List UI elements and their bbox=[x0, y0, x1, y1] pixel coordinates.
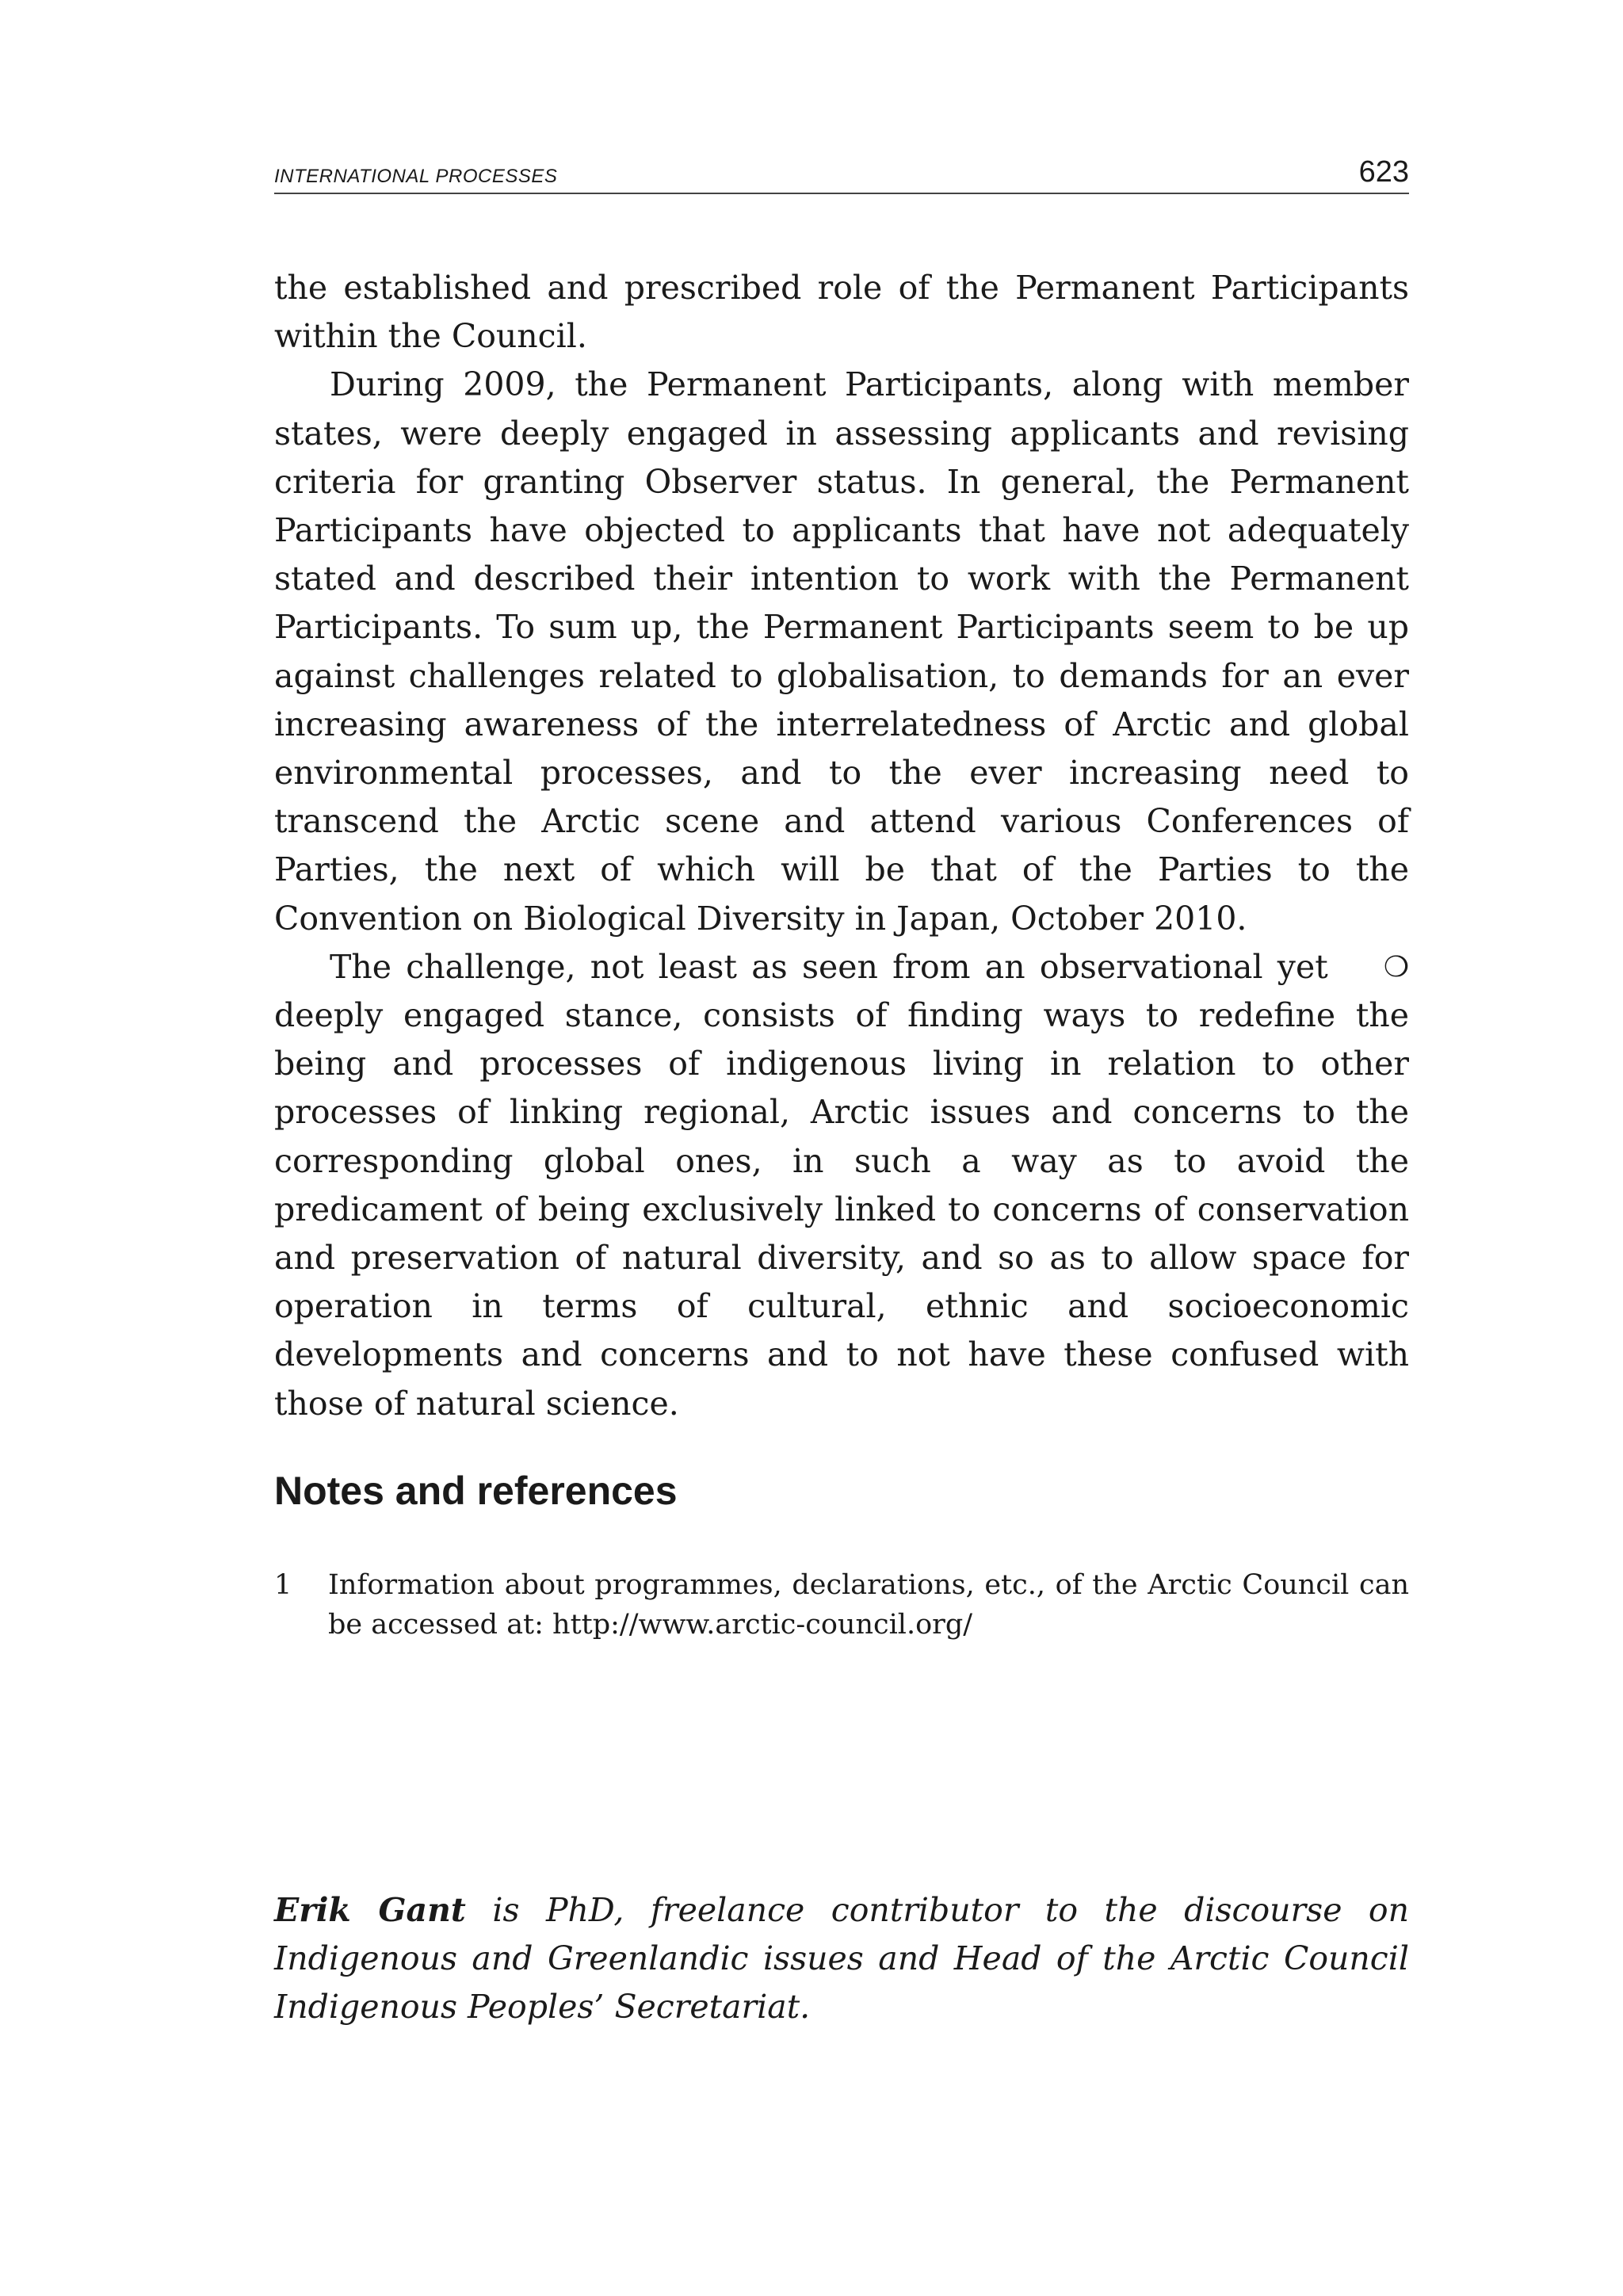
author-name: Erik Gant bbox=[274, 1891, 466, 1929]
note-text: Information about programmes, declarations, etc., of the Arctic Council can be accessed at: http://www.arctic-council.org/ bbox=[328, 1569, 1409, 1641]
page-number: 623 bbox=[1358, 155, 1409, 189]
paragraph-final bbox=[274, 943, 1409, 1428]
paragraph-final-text: The challenge, not least as seen from an observational yet deeply engaged stance, consists of finding ways to redefine the being and processes of indigenous living in relation to other processes of linking regional, Arctic issues and concerns to the corresponding global ones, in such a way as to avoid the predicament of being exclusively linked to concerns of conservation and preservation of natural diversity, and so as to allow space for operation in terms of cultural, ethnic and socioeconomic developments and concerns and to not have these confused with those of natural science. bbox=[274, 947, 1409, 1423]
paragraph: During 2009, the Permanent Participants, along with member states, were deeply engaged in assessing applicants and revising criteria for granting Observer status. In general, the Permanent Participants have objected to applicants that have not adequately stated and described their intention to work with the Permanent Participants. To sum up, the Permanent Participants seem to be up against challenges related to globalisation, to demands for an ever increasing awareness of the interrelatedness of Arctic and global environmental processes, and to the ever increasing need to transcend the Arctic scene and attend various Conferences of Parties, the next of which will be that of the Parties to the Convention on Biological Diversity in Japan, October 2010. bbox=[274, 365, 1409, 938]
author-bio bbox=[274, 1886, 1409, 2032]
author-bio-text: is PhD, freelance contributor to the discourse on Indigenous and Greenlandic issues and Head of the Arctic Council Indigenous Peoples’ Secretariat. bbox=[274, 1891, 1410, 2027]
running-title: INTERNATIONAL PROCESSES bbox=[274, 166, 558, 187]
main-text bbox=[274, 264, 1409, 1428]
note-number: 1 bbox=[274, 1569, 292, 1601]
notes-heading: Notes and references bbox=[274, 1469, 678, 1513]
note-item bbox=[274, 1565, 1409, 1645]
running-header bbox=[274, 155, 1409, 194]
paragraph-continued: the established and prescribed role of the Permanent Participants within the Council. bbox=[274, 269, 1409, 356]
end-of-article-icon: ❍ bbox=[1383, 950, 1409, 984]
